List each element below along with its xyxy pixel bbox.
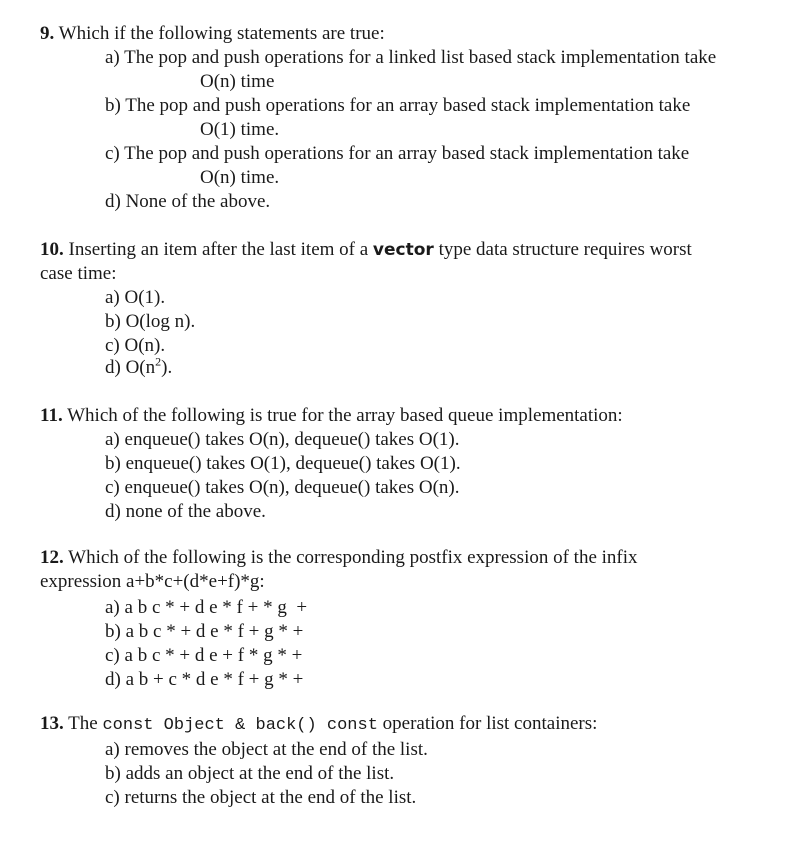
q10-option-d: [105, 356, 172, 380]
q10-stem-before: Inserting an item after the last item of a: [68, 239, 369, 260]
q12-stem-line2: expression a+b*c+(d*e+f)*g:: [40, 571, 265, 592]
q9-option-c-line2: O(n) time.: [200, 167, 280, 188]
q11-option-c: c) enqueue() takes O(n), dequeue() takes O(n).: [105, 477, 460, 498]
q12-option-c: c) a b c * + d e + f * g * +: [105, 645, 303, 666]
q12-stem-line: [40, 546, 638, 570]
q13-option-b: b) adds an object at the end of the list.: [105, 763, 395, 784]
q9-option-c-line1: c) The pop and push operations for an array based stack implementation take: [105, 143, 690, 164]
q10-option-d-suffix: ).: [161, 357, 173, 378]
q10-stem-line: [40, 238, 692, 262]
q10-stem-after: type data structure requires worst: [438, 239, 692, 260]
q10-option-b: b) O(log n).: [105, 311, 196, 332]
q9-stem: Which if the following statements are true:: [58, 23, 385, 44]
q12-stem: Which of the following is the corresponding postfix expression of the infix: [68, 547, 638, 568]
q12-option-b: b) a b c * + d e * f + g * +: [105, 621, 304, 642]
q13-option-c: c) returns the object at the end of the list.: [105, 787, 417, 808]
q12-option-d: d) a b + c * d e * f + g * +: [105, 669, 304, 690]
q10-code: vector: [372, 240, 434, 260]
q9-option-a-line2: O(n) time: [200, 71, 275, 92]
q10-number: 10.: [40, 239, 64, 260]
q11-option-d: d) none of the above.: [105, 501, 266, 522]
q11-option-b: b) enqueue() takes O(1), dequeue() takes O(1).: [105, 453, 461, 474]
q9-option-b-line1: b) The pop and push operations for an array based stack implementation take: [105, 95, 691, 116]
q9-option-d: d) None of the above.: [105, 191, 271, 212]
q10-stem-line2: case time:: [40, 263, 117, 284]
q13-code: const Object & back() const: [102, 716, 378, 735]
q13-stem-before: The: [68, 713, 98, 734]
q13-number: 13.: [40, 713, 64, 734]
q10-option-d-sup: 2: [155, 354, 162, 369]
q10-option-d-prefix: d) O(n: [105, 357, 156, 378]
q9-stem-line: [40, 22, 385, 46]
q11-stem: Which of the following is true for the array based queue implementation:: [67, 405, 623, 426]
q9-number: 9.: [40, 23, 55, 44]
q9-option-a-line1: a) The pop and push operations for a linked list based stack implementation take: [105, 47, 717, 68]
q12-option-a: a) a b c * + d e * f + * g +: [105, 597, 308, 618]
q9-option-b-line2: O(1) time.: [200, 119, 280, 140]
q12-number: 12.: [40, 547, 64, 568]
q11-stem-line: [40, 404, 623, 428]
q10-option-a: a) O(1).: [105, 287, 166, 308]
q11-option-a: a) enqueue() takes O(n), dequeue() takes O(1).: [105, 429, 460, 450]
q11-number: 11.: [40, 405, 63, 426]
q13-stem-line: [40, 712, 597, 736]
q13-option-a: a) removes the object at the end of the list.: [105, 739, 428, 760]
q10-option-c: c) O(n).: [105, 335, 166, 356]
q13-stem-after: operation for list containers:: [382, 713, 598, 734]
